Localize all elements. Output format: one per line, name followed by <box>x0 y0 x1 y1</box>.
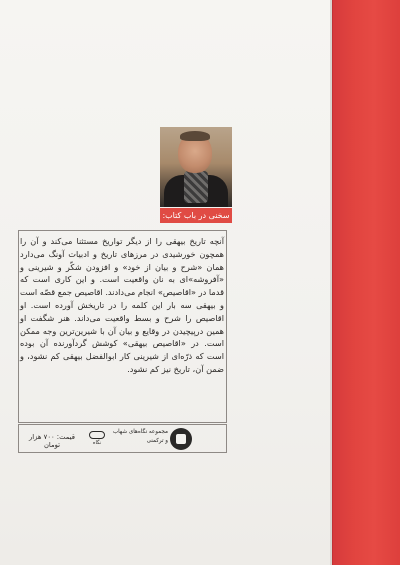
price-label: قیمت: ۷۰۰ هزار تومان <box>29 433 75 449</box>
photo-hair <box>180 131 210 141</box>
publisher-name: مجموعه نگاه‌های شهاب و ترکمنی <box>112 429 168 444</box>
author-photo <box>160 127 232 207</box>
photo-scarf <box>184 171 208 203</box>
imprint-logo-icon <box>86 430 108 448</box>
red-spine-band <box>332 0 400 565</box>
imprint-shape <box>89 431 105 439</box>
publisher-logo-icon <box>170 428 192 450</box>
book-description: آنچه تاریخ بیهقی را از دیگر تواریخ مستثنا می‌کند و آن را همچون خورشیدی در مرزهای تاریخ و ادبیات آونگ می‌دارد همان «شرح و بیان از خود» و افزودن شکّر و شیرینی و «آفروشه»ای به نان واقعیت است. و این کاری است که قدما در «اقاصیص» انجام می‌دادند. اقاصیص جمع قصّه است و بیهقی سه بار این کلمه را در تاریخش آورده است. او اقاصیص را شرح و بسط واقعیت می‌داند. هنر شگفت او همین درپیچیدن در وقایع و بیان آن با شیرین‌ترین وجه ممکن است. در «اقاصیص بیهقی» کوشش گردآورنده آن بوده است که ذرّه‌ای از شیرینی کار ابوالفضل بیهقی کم نشود، و ضمن آن، تاریخ نیز کم نشود. <box>20 236 224 374</box>
section-title: سخنی در باب کتاب: <box>160 208 232 223</box>
imprint-name: نگاه <box>92 440 102 446</box>
